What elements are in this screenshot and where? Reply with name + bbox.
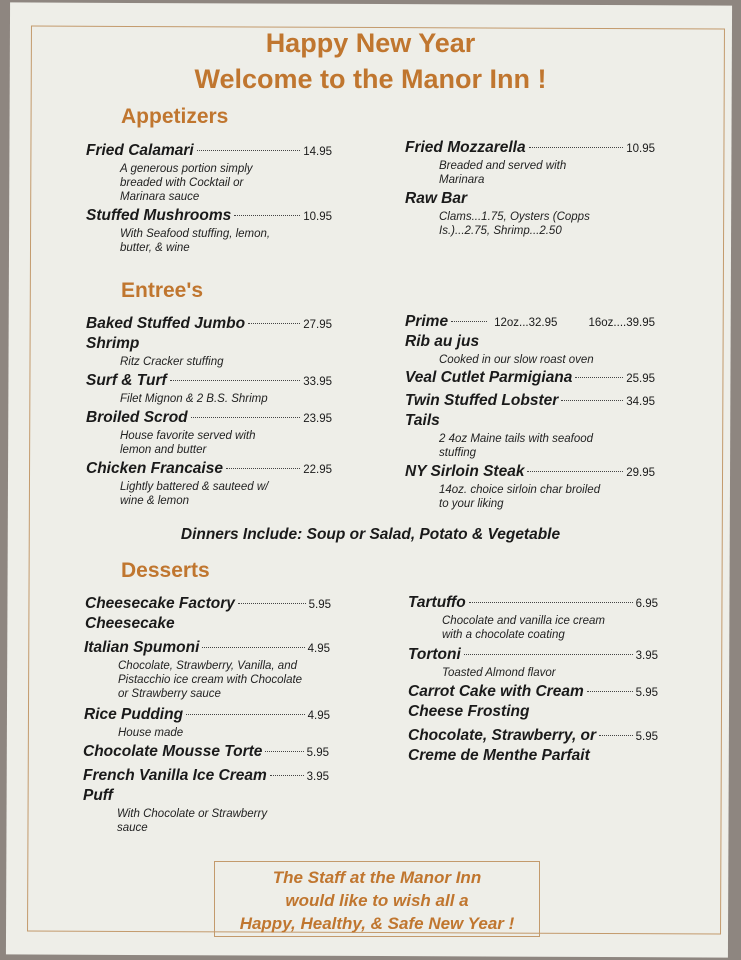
menu-title-line1: Happy New Year [265, 28, 476, 58]
item-description: Toasted Almond flavor [442, 667, 556, 679]
item-price: 33.95 [303, 376, 332, 388]
menu-item [86, 142, 332, 204]
section-title-desserts: Desserts [121, 559, 210, 582]
item-description: With Chocolate or Strawberry sauce [117, 808, 268, 834]
item-description: 14oz. choice sirloin char broiled to your liking [439, 484, 601, 510]
menu-item [405, 392, 655, 460]
item-price: 3.95 [306, 771, 329, 783]
menu-item [83, 767, 329, 835]
leader-dots [234, 215, 300, 216]
item-size-price: 12oz...32.95 [494, 317, 558, 329]
item-size-price: 16oz....39.95 [588, 317, 655, 329]
leader-dots [191, 417, 301, 418]
message-line: Happy, Healthy, & Safe New Year ! [239, 914, 515, 933]
item-price: 5.95 [635, 687, 658, 699]
leader-dots [599, 735, 633, 736]
leader-dots [469, 602, 633, 603]
menu-item [408, 646, 658, 680]
item-description: House favorite served with lemon and butter [120, 430, 256, 456]
item-name-continued: Shrimp [86, 335, 140, 352]
menu-item [405, 190, 655, 238]
item-name-continued: Rib au jus [405, 333, 480, 350]
menu-item [86, 315, 332, 369]
item-price: 3.95 [635, 650, 658, 662]
menu-item [83, 743, 329, 761]
menu-item [405, 139, 655, 187]
menu-item [86, 372, 332, 406]
item-price: 23.95 [303, 413, 332, 425]
item-name: Tortoni [408, 646, 461, 663]
item-description: Ritz Cracker stuffing [120, 356, 224, 368]
menu-item [84, 706, 330, 740]
item-price: 6.95 [635, 598, 658, 610]
item-name: Baked Stuffed Jumbo [86, 315, 246, 332]
item-price: 25.95 [626, 373, 655, 385]
menu-item [84, 639, 330, 701]
leader-dots [170, 380, 301, 381]
item-description: Breaded and served with Marinara [439, 160, 567, 186]
item-price: 34.95 [626, 396, 655, 408]
item-name: Chocolate Mousse Torte [83, 743, 263, 760]
leader-dots [527, 471, 623, 472]
item-name: Stuffed Mushrooms [86, 207, 232, 224]
item-name: Prime [405, 313, 449, 330]
item-price: 22.95 [303, 464, 332, 476]
item-description: Clams...1.75, Oysters (Copps Is.)...2.75, Shrimp...2.50 [439, 211, 590, 237]
message-line: The Staff at the Manor Inn [272, 868, 482, 887]
item-name: Raw Bar [405, 190, 468, 207]
item-price: 10.95 [303, 211, 332, 223]
leader-dots [202, 647, 304, 648]
leader-dots [464, 654, 633, 655]
leader-dots [226, 468, 300, 469]
leader-dots [561, 400, 623, 401]
menu-item [86, 207, 332, 255]
item-price: 29.95 [626, 467, 655, 479]
menu-item [405, 313, 655, 367]
item-name: Italian Spumoni [84, 639, 200, 656]
item-name-continued: Tails [405, 412, 440, 429]
item-name: Veal Cutlet Parmigiana [405, 369, 573, 386]
item-name-continued: Puff [83, 787, 113, 804]
leader-dots [248, 323, 300, 324]
menu-item [86, 409, 332, 457]
leader-dots [238, 603, 306, 604]
leader-dots [270, 775, 304, 776]
section-title-entrees: Entree's [121, 279, 204, 302]
item-name: Chicken Francaise [86, 460, 223, 477]
item-price: 4.95 [307, 710, 330, 722]
new-year-message-box [214, 861, 540, 937]
item-description: 2 4oz Maine tails with seafood stuffing [439, 433, 594, 459]
item-description: Filet Mignon & 2 B.S. Shrimp [120, 393, 268, 405]
item-name: NY Sirloin Steak [405, 463, 525, 480]
leader-dots [186, 714, 305, 715]
item-description: Cooked in our slow roast oven [439, 354, 594, 366]
item-name: Cheesecake Factory [85, 595, 235, 612]
section-title-appetizers: Appetizers [121, 105, 229, 128]
item-name: Tartuffo [408, 594, 466, 611]
item-name: Surf & Turf [86, 372, 167, 389]
menu-item [86, 460, 332, 508]
item-description: With Seafood stuffing, lemon, butter, & wine [120, 228, 271, 254]
leader-dots [451, 321, 487, 322]
item-price: 14.95 [303, 146, 332, 158]
item-description: Chocolate, Strawberry, Vanilla, and Pistacchio ice cream with Chocolate or Strawberry sauce [118, 660, 303, 700]
item-price: 5.95 [306, 747, 329, 759]
item-name: Broiled Scrod [86, 409, 188, 426]
menu-item [408, 683, 658, 721]
leader-dots [575, 377, 623, 378]
leader-dots [197, 150, 301, 151]
item-name: Carrot Cake with Cream [408, 683, 584, 700]
item-name: Rice Pudding [84, 706, 184, 723]
item-name-continued: Creme de Menthe Parfait [408, 747, 590, 764]
item-price: 27.95 [303, 319, 332, 331]
item-name-continued: Cheesecake [85, 615, 175, 632]
item-name: French Vanilla Ice Cream [83, 767, 267, 784]
item-description: Chocolate and vanilla ice cream with a chocolate coating [442, 615, 606, 641]
item-description: A generous portion simply breaded with Cocktail or Marinara sauce [120, 163, 253, 203]
dinners-include-note: Dinners Include: Soup or Salad, Potato & Vegetable [180, 526, 561, 543]
item-name: Chocolate, Strawberry, or [408, 727, 597, 744]
message-line: would like to wish all a [285, 891, 469, 910]
item-name-continued: Cheese Frosting [408, 703, 530, 720]
menu-item [405, 369, 655, 387]
item-name: Twin Stuffed Lobster [405, 392, 559, 409]
item-price: 5.95 [308, 599, 331, 611]
item-name: Fried Mozzarella [405, 139, 526, 156]
item-price: 10.95 [626, 143, 655, 155]
leader-dots [265, 751, 303, 752]
menu-item [408, 727, 658, 765]
menu-item [405, 463, 655, 511]
item-price: 4.95 [307, 643, 330, 655]
menu-item [408, 594, 658, 642]
menu-title-line2: Welcome to the Manor Inn ! [194, 64, 547, 94]
leader-dots [529, 147, 624, 148]
item-price: 5.95 [635, 731, 658, 743]
item-name: Fried Calamari [86, 142, 194, 159]
menu-item [85, 595, 331, 633]
leader-dots [587, 691, 633, 692]
item-description: Lightly battered & sauteed w/ wine & lemon [120, 481, 269, 507]
item-description: House made [118, 727, 184, 739]
